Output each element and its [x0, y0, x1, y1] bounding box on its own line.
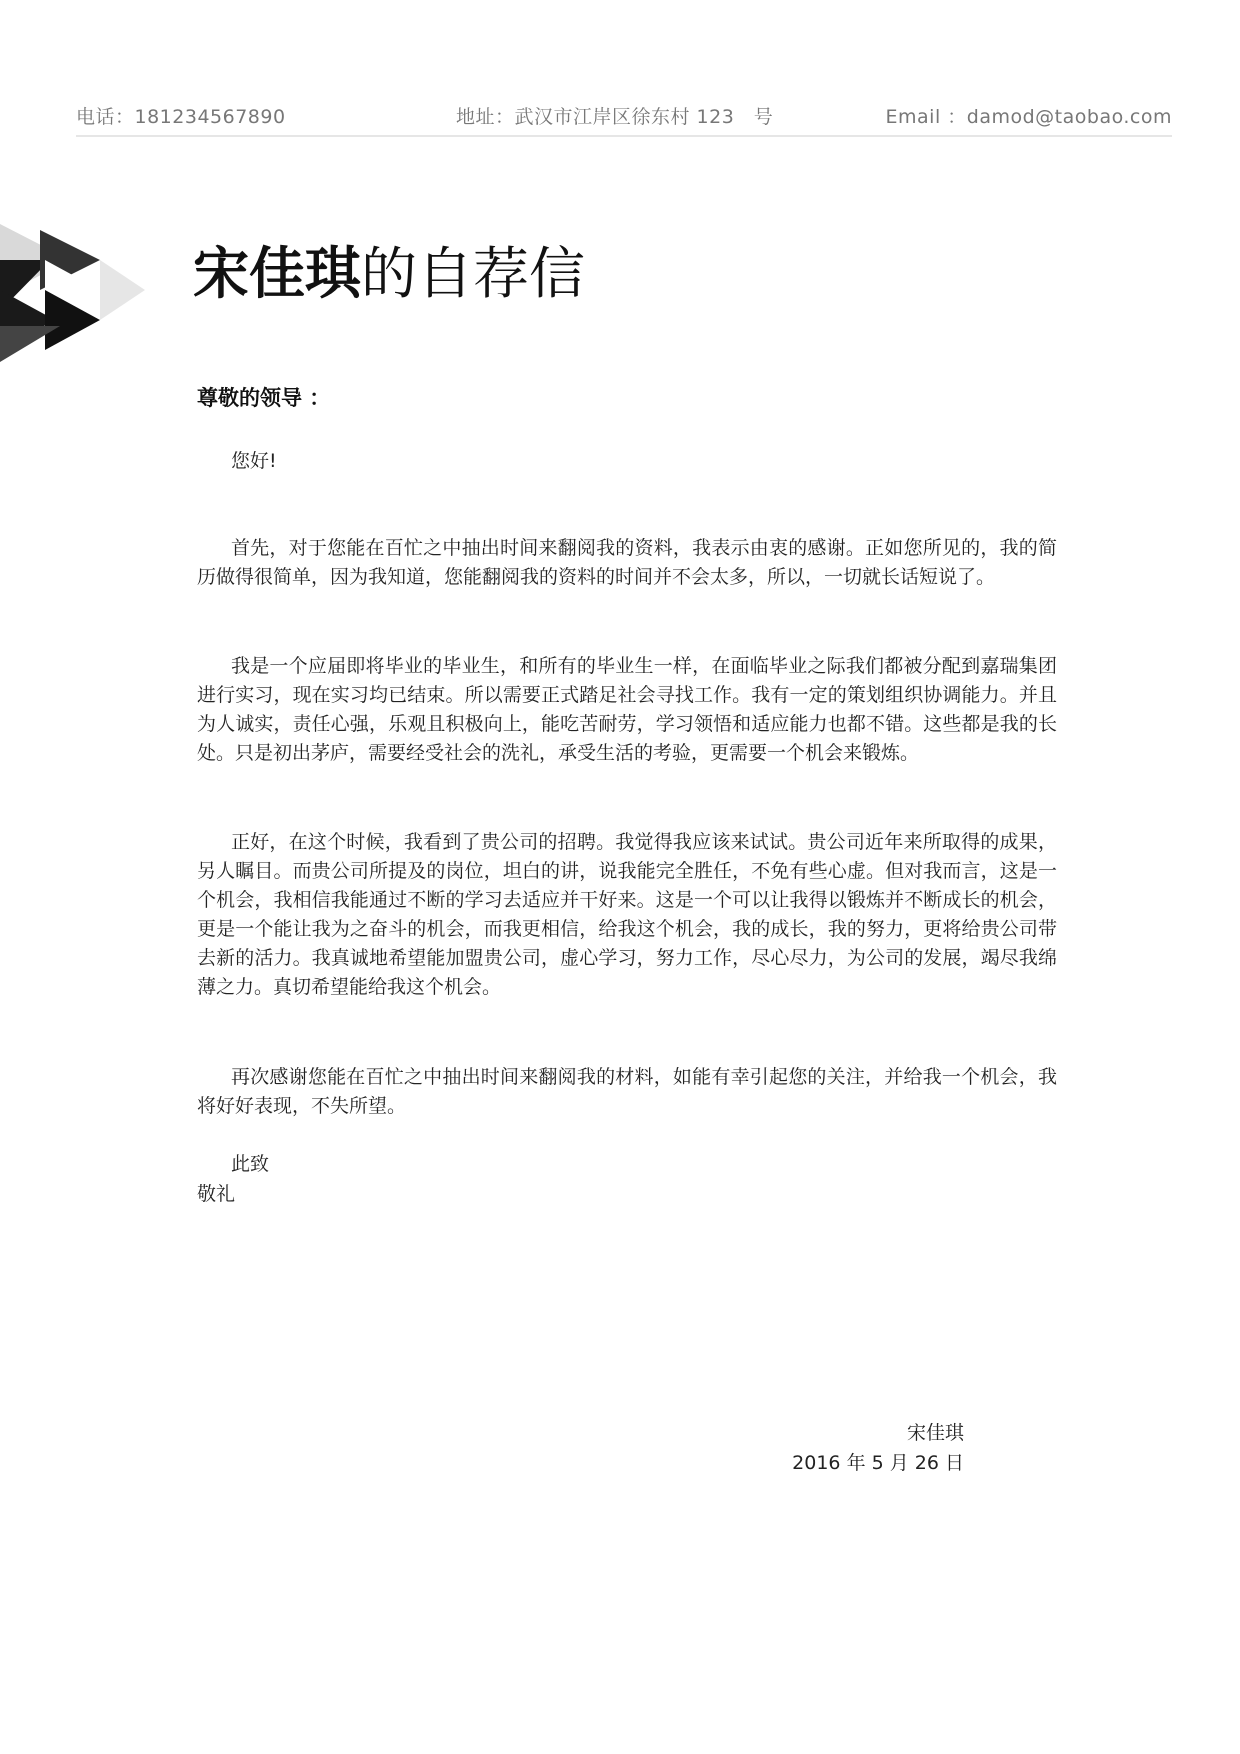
paragraph-3: 正好，在这个时候，我看到了贵公司的招聘。我觉得我应该来试试。贵公司近年来所取得的成果，另人瞩目。而贵公司所提及的岗位，坦白的讲，说我能完全胜任，不免有些心虚。但对我而言，这是一个机会，我相信我能通过不断的学习去适应并干好来。这是一个可以让我得以锻炼并不断成长的机会，更是一个能让我为之奋斗的机会，而我更相信，给我这个机会，我的成长，我的努力，更将给贵公司带去新的活力。我真诚地希望能加盟贵公司，虚心学习，努力工作，尽心尽力，为公司的发展，竭尽我绵薄之力。真切希望能给我这个机会。 — [197, 831, 1057, 998]
signature-name: 宋佳琪 — [906, 1422, 964, 1444]
address-text: 地址：武汉市江岸区徐东村 123 号 — [456, 106, 774, 128]
closing-line-2: 敬礼 — [197, 1183, 236, 1205]
contact-header — [76, 98, 1172, 138]
triangle-logo-icon — [0, 216, 150, 366]
header-divider — [76, 135, 1172, 137]
logo-triangle-right-light — [100, 260, 145, 320]
title-name: 宋佳琪 — [193, 242, 361, 307]
paragraph-2: 我是一个应届即将毕业的毕业生，和所有的毕业生一样，在面临毕业之际我们都被分配到嘉瑞集团进行实习，现在实习均已结束。所以需要正式踏足社会寻找工作。我有一定的策划组织协调能力。并且为人诚实，责任心强，乐观且积极向上，能吃苦耐劳，学习领悟和适应能力也都不错。这些都是我的长处。只是初出茅庐，需要经受社会的洗礼，承受生活的考验，更需要一个机会来锻炼。 — [197, 655, 1057, 764]
phone-text: 电话：181234567890 — [76, 106, 286, 128]
title-rest: 的自荐信 — [361, 242, 585, 307]
paragraph-4: 再次感谢您能在百忙之中抽出时间来翻阅我的材料，如能有幸引起您的关注，并给我一个机会，我将好好表现，不失所望。 — [197, 1066, 1057, 1117]
greeting-text: 您好! — [231, 450, 277, 472]
email-text: Email ：damod@taobao.com — [885, 106, 1172, 128]
salutation: 尊敬的领导 ： — [197, 386, 331, 410]
closing-line-1: 此致 — [231, 1153, 270, 1175]
page-title — [193, 240, 585, 310]
signature-date: 2016 年 5 月 26 日 — [792, 1452, 964, 1474]
paragraph-1: 首先，对于您能在百忙之中抽出时间来翻阅我的资料，我表示由衷的感谢。正如您所见的，我的简历做得很简单，因为我知道，您能翻阅我的资料的时间并不会太多，所以，一切就长话短说了。 — [197, 537, 1057, 588]
